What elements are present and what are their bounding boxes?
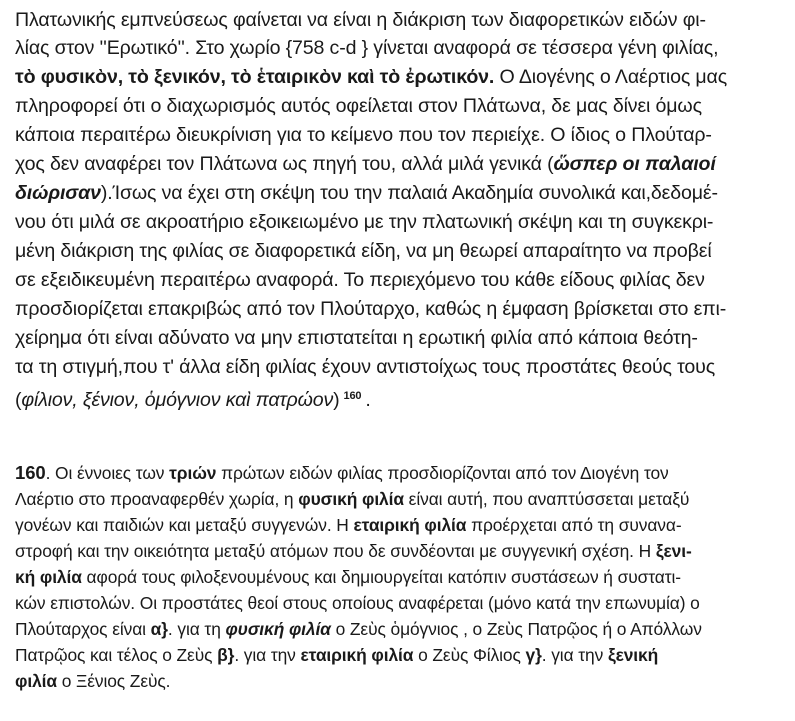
text-line: διώρισαν).Ίσως να έχει στη σκέψη του την παλαιά Ακαδημία συνολικά και,δεδομέ- — [15, 182, 718, 204]
footnote-line: 160. Οι έννοιες των τριών πρώτων ειδών φιλίας προσδιορίζονται από τον Διογένη τον — [15, 462, 669, 483]
text-line: (φίλιον, ξένιον, ὁμόγνιον καὶ πατρώον) $^{160}$ . — [15, 389, 371, 411]
text-line: τα τη στιγμή,που τ' άλλα είδη φιλίας έχουν αντιστοίχως τους προστάτες θεούς τους — [15, 356, 716, 378]
footnote-line: γονέων και παιδιών και μεταξύ συγγενών. Η εταιρική φιλία προέρχεται από τη συνανα- — [15, 515, 682, 535]
text-line: χείρημα ότι είναι αδύνατο να μην επιστατείται η ερωτική φιλία από κάποια θεότη- — [15, 327, 698, 349]
text-line: σε εξειδικευμένη περαιτέρω αναφορά. Το περιεχόμενο του κάθε είδους φιλίας δεν — [15, 269, 705, 291]
footnote-line: κή φιλία αφορά τους φιλοξενουμένους και δημιουργείται κατόπιν συστάσεων ή συστατι- — [15, 567, 681, 587]
footnote-line: Πατρῷος και τέλος ο Ζεὺς β}. για την εταιρική φιλία ο Ζεὺς Φίλιος γ}. για την ξενική — [15, 645, 659, 665]
text-line: προσδιορίζεται επακριβώς από τον Πλούταρχο, καθώς η έμφαση βρίσκεται στο επι- — [15, 298, 727, 320]
text-line: νου ότι μιλά σε ακροατήριο εξοικειωμένο με την πλατωνική σκέψη και τη συγκεκρι- — [15, 211, 714, 233]
footnote-line: φιλία ο Ξένιος Ζεὺς. — [15, 671, 171, 691]
bold-italic-quote: ὥσπερ οι παλαιοί — [553, 153, 716, 175]
footnote-line: στροφή και την οικειότητα μεταξύ ατόμων που δε συνδέονται με συγγενική σχέση. Η ξενι- — [15, 541, 692, 561]
text-line: λίας στον ''Ερωτικό''. Στο χωρίο {758 c-d } γίνεται αναφορά σε τέσσερα γένη φιλίας, — [15, 37, 719, 59]
text-line: Πλατωνικής εμπνεύσεως φαίνεται να είναι η διάκριση των διαφορετικών ειδών φι- — [15, 9, 706, 31]
text-line: πληροφορεί ότι ο διαχωρισμός αυτός οφείλεται στον Πλάτωνα, δε μας δίνει όμως — [15, 95, 702, 117]
bold-greek-phrase: τὸ φυσικὸν, τὸ ξενικόν, τὸ ἑταιρικὸν καὶ τὸ ἐρωτικόν. — [15, 66, 495, 88]
footnote-line: κών επιστολών. Οι προστάτες θεοί στους οποίους αναφέρεται (μόνο κατά την επωνυμία) ο — [15, 593, 700, 613]
text-line: χος δεν αναφέρει τον Πλάτωνα ως πηγή του, αλλά μιλά γενικά (ὥσπερ οι παλαιοί — [15, 153, 716, 175]
footnote-line: Λαέρτιο στο προαναφερθέν χωρία, η φυσική φιλία είναι αυτή, που αναπτύσσεται μεταξύ — [15, 489, 690, 509]
text-line: μένη διάκριση της φιλίας σε διαφορετικά είδη, να μη θεωρεί απαραίτητο να προβεί — [15, 240, 712, 262]
footnote-reference[interactable]: 160 — [343, 390, 362, 402]
footnote-number: 160 — [15, 462, 46, 483]
bold-italic-quote: διώρισαν — [15, 182, 101, 204]
italic-epithets: φίλιον, ξένιον, ὁμόγνιον καὶ πατρώον — [21, 389, 334, 411]
text-line: κάποια περαιτέρω διευκρίνιση για το κείμενο που τον περιείχε. Ο ίδιος ο Πλούταρ- — [15, 124, 712, 146]
text-line: τὸ φυσικὸν, τὸ ξενικόν, τὸ ἑταιρικὸν καὶ τὸ ἐρωτικόν. Ο Διογένης ο Λαέρτιος μας — [15, 66, 728, 88]
footnote-line: Πλούταρχος είναι α}. για τη φυσική φιλία ο Ζεὺς ὁμόγνιος , ο Ζεὺς Πατρῷος ή ο Απόλλων — [15, 619, 702, 639]
